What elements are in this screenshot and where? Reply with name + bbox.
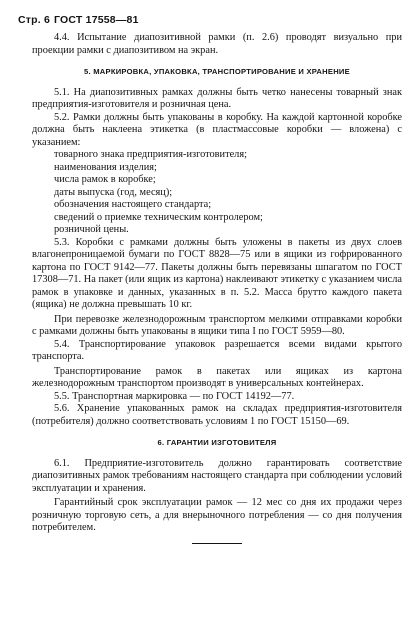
paragraph-6-1: 6.1. Предприятие-изготовитель должно гарантировать соответствие диапозитивных рамок требованиям настоящего стандарта при соблюдении условий эксплуатации и хранения. xyxy=(32,457,402,494)
list-item: сведений о приемке техническим контролером; xyxy=(54,211,263,223)
page-header xyxy=(18,14,139,26)
paragraph-5-4-containers: Транспортирование рамок в пакетах или ящиках из картона железнодорожным транспортом производят в универсальных контейнерах. xyxy=(32,365,402,389)
paragraph-5-6: 5.6. Хранение упакованных рамок на складах предприятия-изготовителя (потребителя) должно соответствовать условиям 1 по ГОСТ 15150—69. xyxy=(32,403,402,427)
paragraph-5-3: 5.3. Коробки с рамками должны быть уложены в пакеты из двух слоев влагонепроницаемой бумаги по ГОСТ 8828—75 или в ящики из гофрированного картона по ГОСТ 9142—77. Пакеты должны быть перевязаны шпагатом по ГОСТ 17308—71. На пакет (или ящик из картона) наклеивают этикетку с указанием числа рамок в упаковке и данных, указанных в п. 5.2. Масса брутто каждого пакета (ящика) не должна превышать 10 кг. xyxy=(32,236,402,310)
list-item: наименования изделия; xyxy=(54,161,157,173)
section-5-heading: 5. МАРКИРОВКА, УПАКОВКА, ТРАНСПОРТИРОВАНИЕ И ХРАНЕНИЕ xyxy=(84,67,350,76)
paragraph-5-2: 5.2. Рамки должны быть упакованы в коробку. На каждой картонной коробке должна быть наклеена этикетка (в пластмассовые коробки — вложена) с указанием: xyxy=(32,111,402,148)
paragraph-5-4: 5.4. Транспортирование упаковок разрешается всеми видами крытого транспорта. xyxy=(32,338,402,362)
list-item: обозначения настоящего стандарта; xyxy=(54,199,212,210)
page-number: Стр. 6 xyxy=(18,14,51,26)
section-6-heading: 6. ГАРАНТИИ ИЗГОТОВИТЕЛЯ xyxy=(157,438,277,447)
paragraph-4-4: 4.4. Испытание диапозитивной рамки (п. 2.6) проводят визуально при проекции рамки с диапозитивом на экран. xyxy=(32,32,402,56)
list-item: числа рамок в коробке; xyxy=(54,174,156,185)
standard-code: ГОСТ 17558—81 xyxy=(54,14,139,26)
page-content xyxy=(32,32,402,544)
paragraph-5-3-rail: При перевозке железнодорожным транспортом мелкими отправками коробки с рамками должны быть упакованы в ящики типа I по ГОСТ 5959—80. xyxy=(32,313,402,337)
list-item: даты выпуска (год, месяц); xyxy=(54,186,173,198)
list-item: товарного знака предприятия-изготовителя; xyxy=(54,149,247,160)
list-item: розничной цены. xyxy=(54,224,129,235)
paragraph-5-1: 5.1. На диапозитивных рамках должны быть четко нанесены товарный знак предприятия-изготовителя и розничная цена. xyxy=(32,86,402,110)
end-rule xyxy=(192,543,242,544)
paragraph-6-1-warranty: Гарантийный срок эксплуатации рамок — 12 мес со дня их продажи через розничную торговую сеть, а для внерыночного потребления — со дня получения потребителем. xyxy=(32,497,402,533)
paragraph-5-5: 5.5. Транспортная маркировка — по ГОСТ 14192—77. xyxy=(54,390,295,402)
label-requirements-list xyxy=(32,149,402,237)
